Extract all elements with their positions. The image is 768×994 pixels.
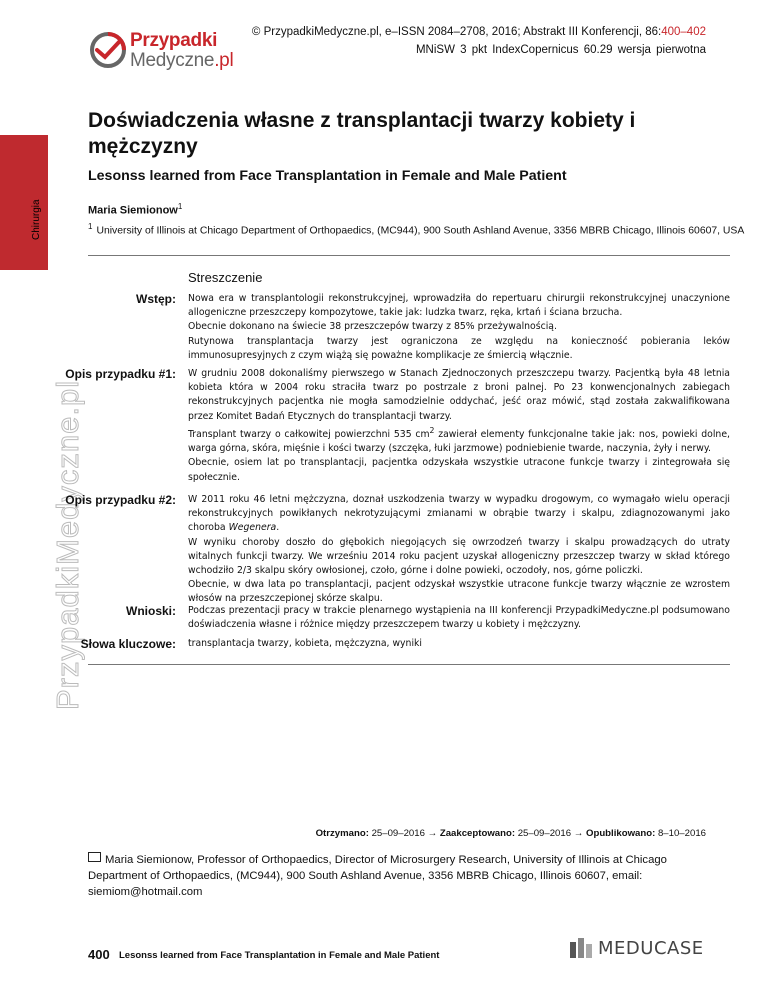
author-name: Maria Siemionow$^1$ <box>88 202 183 217</box>
label-conclusions: Wnioski: <box>126 604 176 618</box>
section-label: Chirurgia <box>31 199 42 240</box>
label-introduction: Wstęp: <box>136 292 176 306</box>
article-title-en: Lesonss learned from Face Transplantation in Female and Male Patient <box>88 168 567 184</box>
text-case-2: W 2011 roku 46 letni mężczyzna, doznał uszkodzenia twarzy w wypadku drogowym, co wymagało wielu operacji rekonstrukcyjnych powikłanych nekrotyzującymi zmianami w obrąbie twarzy i skalpu, zdiagnozowanymi jako choroba Wegenera. W wyniku choroby doszło do głębokich niegojących się owrzodzeń twarzy i skalpu prowadzących do utraty witalnych funkcji twarzy. We wrześniu 2014 roku pacjent uzyskał allogeniczny przeszczep twarzy w skład którego wchodziło 2/3 skalpu skóry owłosionej, czoło, górne i dolne powieki, oczodoły, nos, górne policzki. Obecnie, w dwa lata po transplantacji, pacjent odzyskał wszystkie utracone funkcje twarzy włącznie ze wzrostem włosów na przeszczepionej skórze skalpu. <box>188 494 730 605</box>
article-title-pl: Doświadczenia własne z transplantacji twarzy kobiety i mężczyzny <box>88 109 636 158</box>
publisher-mark-icon <box>568 936 594 960</box>
divider-bottom <box>88 664 730 665</box>
label-case-1: Opis przypadku #1: <box>65 367 176 381</box>
text-conclusions: Podczas prezentacji pracy w trakcie plenarnego wystąpienia na III konferencji PrzypadkiMedyczne.pl podsumowano doświadczenia własne i różnice między przeszczepem twarzy u kobiety i mężczyzny. <box>188 605 730 631</box>
envelope-icon <box>88 852 101 862</box>
label-keywords: Słowa kluczowe: <box>80 637 176 651</box>
logo-text-line2: Medyczne.pl <box>130 50 234 71</box>
page-number: 400 <box>88 947 110 962</box>
divider-top <box>88 255 730 256</box>
abstract-heading: Streszczenie <box>188 270 263 285</box>
article-dates: Otrzymano: 25–09–2016 → Zaakceptowano: 25–09–2016 → Opublikowano: 8–10–2016 <box>315 828 706 839</box>
label-case-2: Opis przypadku #2: <box>65 493 176 507</box>
journal-citation: © PrzypadkiMedyczne.pl, e–ISSN 2084–2708, 2016; Abstrakt III Konferencji, 86:400–402 <box>251 26 706 38</box>
logo-mark-icon <box>88 30 128 70</box>
svg-text:PrzypadkiMedyczne.pl: PrzypadkiMedyczne.pl <box>50 379 85 710</box>
author-affiliation: $^1$ University of Illinois at Chicago Department of Orthopaedics, (MC944), 900 South Ashland Avenue, 3356 MBRB Chicago, Illinois 60607, USA <box>88 222 745 237</box>
correspondence: Maria Siemionow, Professor of Orthopaedics, Director of Microsurgery Research, University of Illinois at Chicago Department of Orthopaedics, (MC944), 900 South Ashland Avenue, 3356 MBRB Chicago, Illinois 60607, email: siemiom@hotmail.com <box>88 854 667 898</box>
page-range: 400–402 <box>661 26 706 38</box>
publisher-logo[interactable]: MEDUCASE <box>568 936 704 962</box>
journal-logo[interactable] <box>88 28 234 78</box>
text-introduction: Nowa era w transplantologii rekonstrukcyjnej, wprowadziła do repertuaru chirurgii rekonstrukcyjnej unaczynione allogeniczne przeszczepy kompozytowe, takie jak: ludzka twarz, ręka, krtań i ściana brzucha. Obecnie dokonano na świecie 38 przeszczepów twarzy z 85% przeżywalnością. Rutynowa transplantacja twarzy jest ograniczona ze względu na konieczność pobierania leków immunosupresyjnych z czym wiążą się poważne komplikacje ze śmiercią włącznie. <box>188 293 730 361</box>
logo-text-line1: Przypadki <box>130 30 218 51</box>
journal-indexing: MNiSW 3 pkt IndexCopernicus 60.29 wersja pierwotna <box>415 44 706 56</box>
text-keywords: transplantacja twarzy, kobieta, mężczyzna, wyniki <box>188 638 422 649</box>
text-case-1: W grudniu 2008 dokonaliśmy pierwszego w Stanach Zjednoczonych przeszczepu twarzy. Pacjentką była 48 letnia kobieta która w 2004 roku straciła twarz po postrzale z broni palnej. Po 23 konwencjonalnych zabiegach rekonstrukcyjnych pacjentka nie mogła samodzielnie oddychać, jeść oraz mówić, stąd została zakwalifikowana przez Komitet Badań Etycznych do transplantacji twarzy. Transplant twarzy o całkowitej powierzchni 535 $cm^2$ zawierał elementy funkcjonalne takie jak: nos, powieki dolne, warga górna, skóra, mięśnie i kości twarzy (szczęka, łuki jarzmowe) podniebienie twarde, naczynia, żyły i nerwy. Obecnie, osiem lat po transplantacji, pacjentka odzyskała wszystkie utracone funkcje twarzy i zintegrowała się społecznie. <box>188 368 730 483</box>
running-title: Lesonss learned from Face Transplantation in Female and Male Patient <box>119 950 440 961</box>
